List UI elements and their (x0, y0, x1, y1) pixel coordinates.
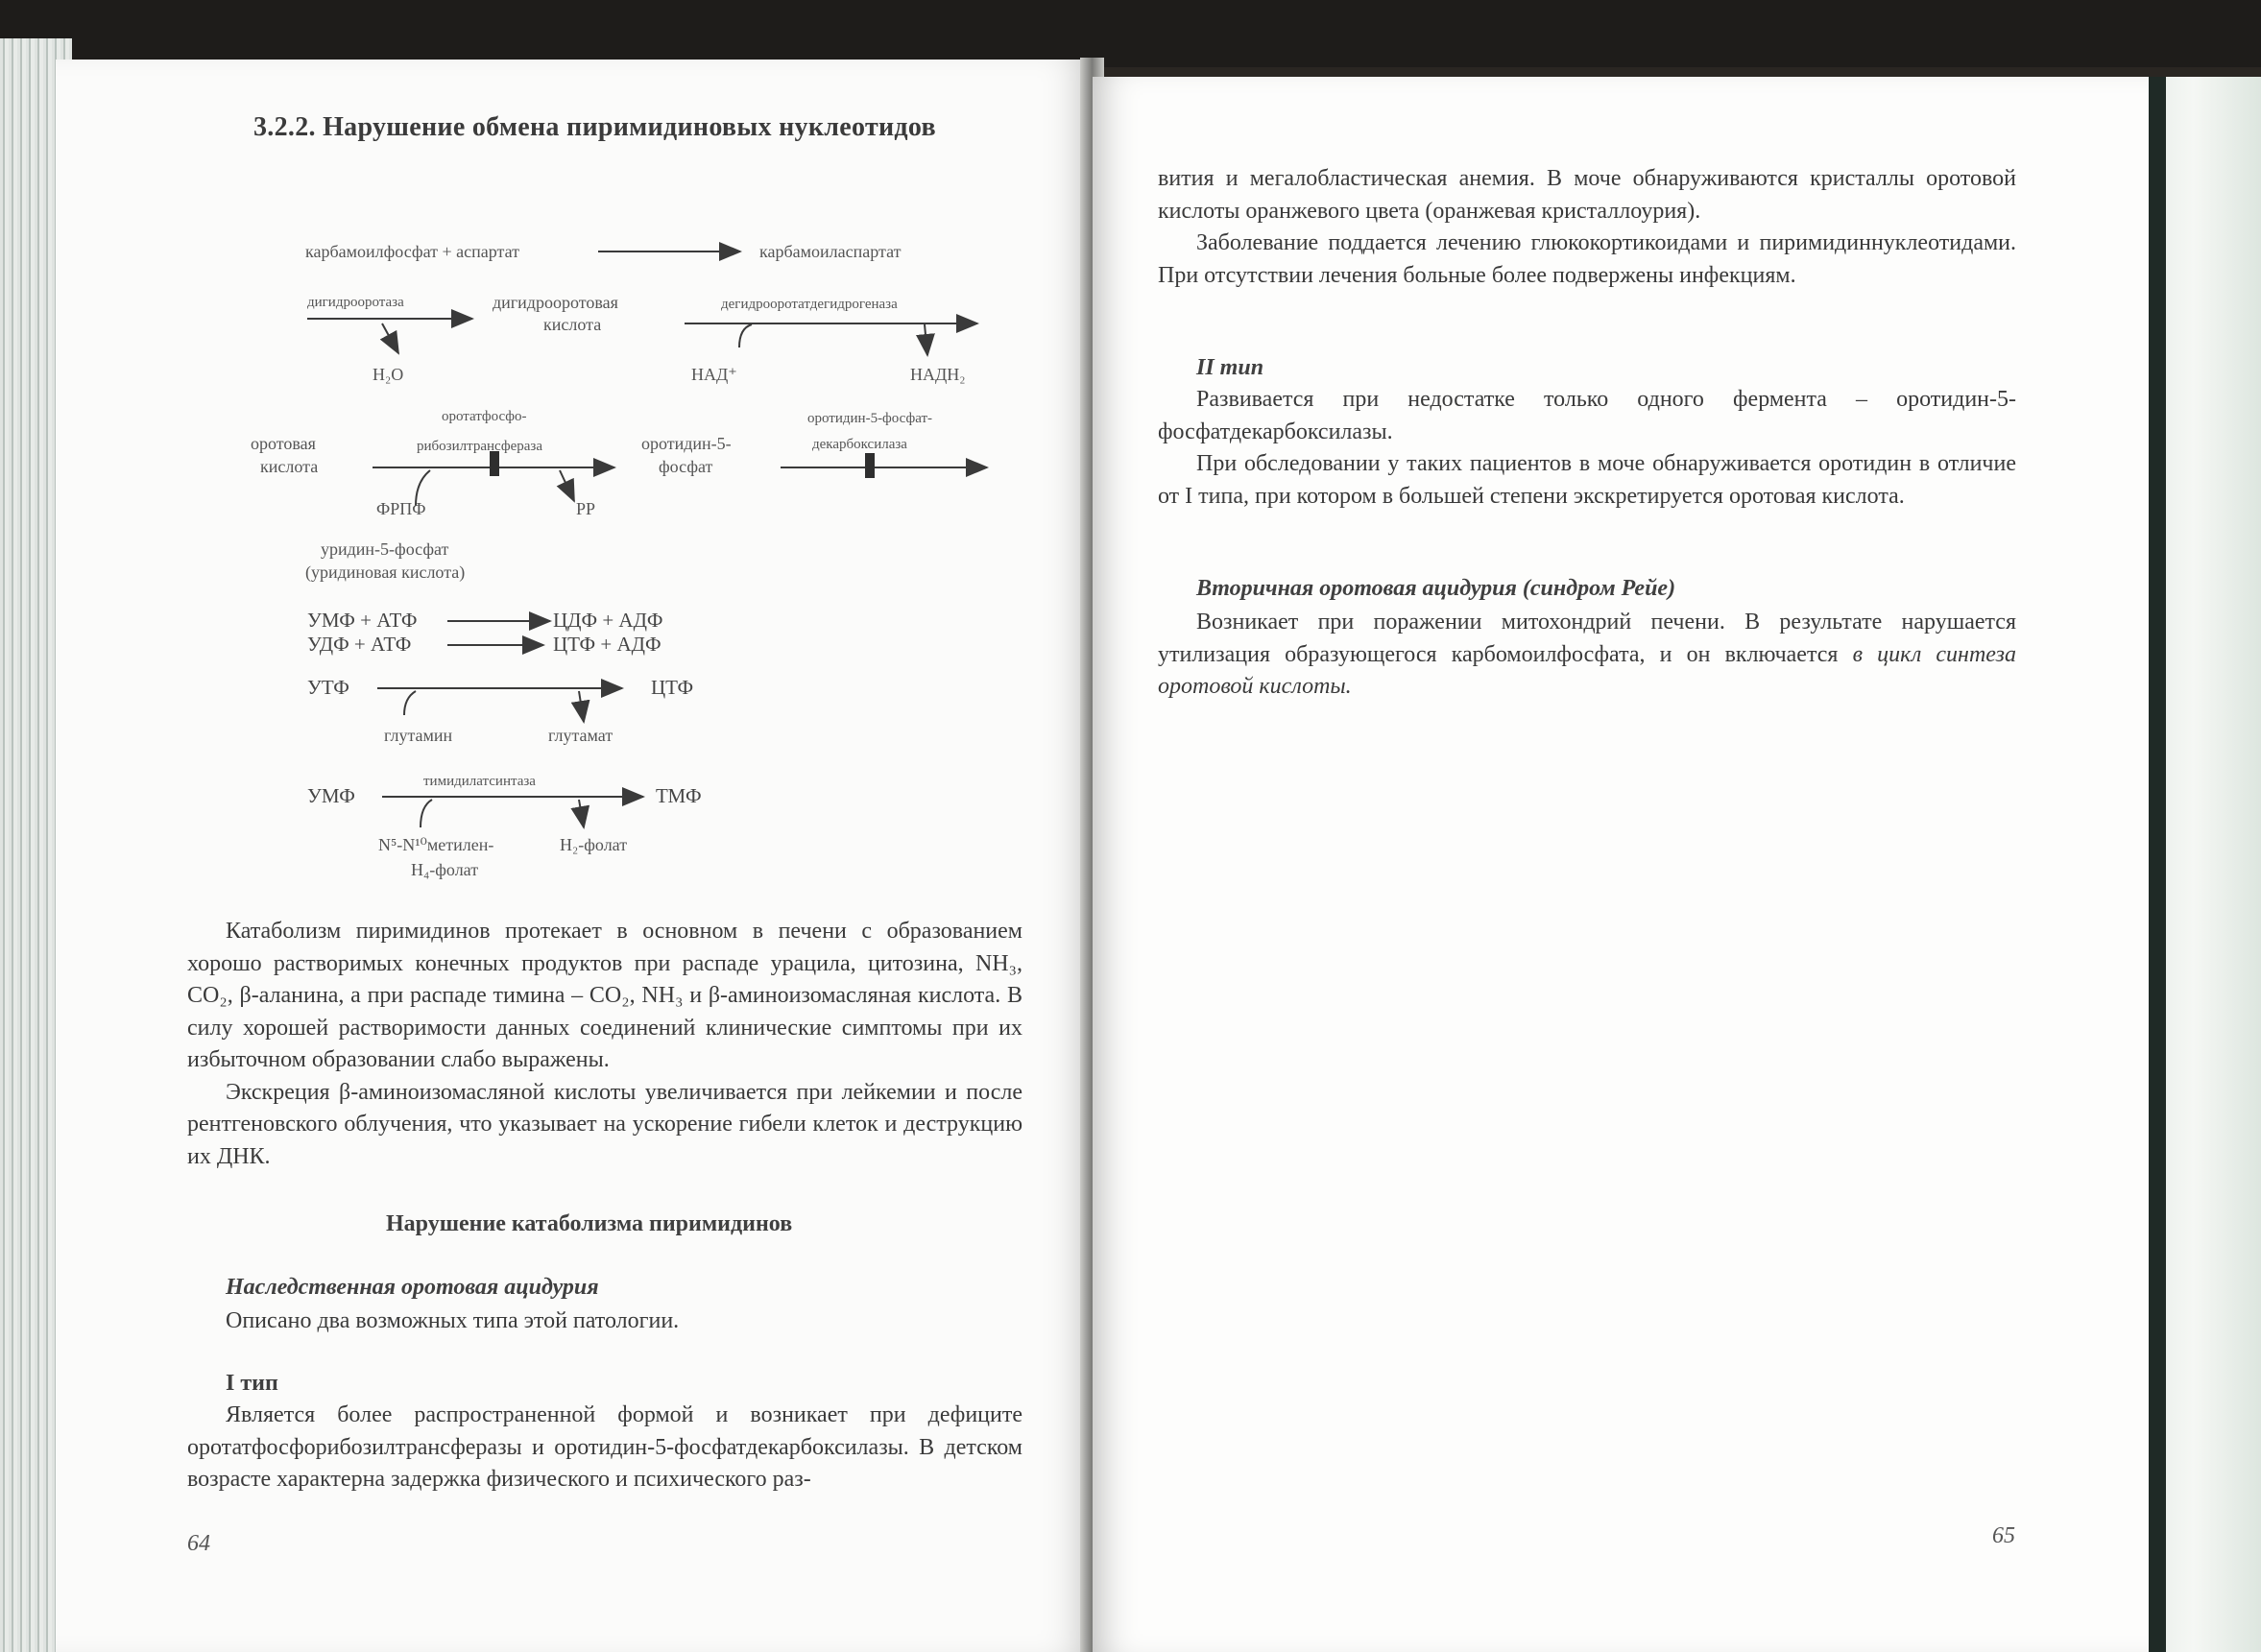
carbamoyl-aspartate: карбамоиласпартат (759, 242, 902, 261)
ump: УМФ (307, 784, 355, 807)
section-heading: 3.2.2. Нарушение обмена пиримидиновых нуклеотидов (253, 112, 936, 142)
paragraph-treatment: Заболевание поддается лечению глюкокортикоидами и пиримидиннуклеотидами. При отсутствии лечения больные более подвержены инфекциям. (1158, 230, 2016, 288)
paragraph-secondary-italic: в цикл синтеза оротовой кислоты. (1158, 641, 2016, 699)
glutamine: глутамин (384, 726, 453, 745)
tmp: ТМФ (656, 784, 702, 807)
right-page-edges (2149, 77, 2261, 1652)
ctp: ЦТФ (651, 676, 694, 699)
ump-name-line1: уридин-5-фосфат (321, 539, 449, 559)
orotic-acid-line1: оротовая (251, 434, 316, 453)
enzyme-oprt-line2: рибозилтрансфераза (417, 439, 542, 454)
cdp-adp: ЦДФ + АДФ (553, 609, 663, 632)
page-number-right: 65 (1992, 1523, 2015, 1548)
carbamoyl-phosphate-aspartate: карбамоилфосфат + аспартат (305, 242, 519, 261)
heading-type-1: I тип (226, 1371, 278, 1396)
glutamate: глутамат (548, 726, 613, 745)
heading-type-2: II тип (1196, 355, 1264, 380)
paragraph-secondary (1158, 607, 2016, 704)
paragraph-excretion: Экскреция β-аминоизомасляной кислоты увеличивается при лейкемии и после рентгеновского облучения, что указывает на ускорение гибели клеток и деструкцию их ДНК. (187, 1079, 1022, 1169)
heading-hereditary-orotic-aciduria: Наследственная оротовая ацидурия (226, 1275, 599, 1300)
right-page (1093, 77, 2149, 1652)
dihydroorotic-acid-line2: кислота (543, 315, 602, 334)
nadh: НАДН₂ (910, 365, 966, 384)
curve-nad (739, 324, 752, 347)
subheading-catabolism-disorder: Нарушение катаболизма пиримидинов (386, 1211, 793, 1236)
enzyme-ompdc-line2: декарбоксилаза (812, 437, 907, 452)
enzyme-dihydroorotase: дигидрооротаза (307, 295, 404, 310)
omp-line2: фосфат (659, 457, 713, 476)
ctp-adp: ЦТФ + АДФ (553, 633, 661, 656)
enzyme-oprt-line1: оротатфосфо- (442, 409, 527, 424)
curve-mthf (421, 800, 432, 827)
dihydroorotic-acid-line1: дигидрооротовая (493, 293, 618, 312)
paragraph-type1: Является более распространенной формой и возникает при дефиците оротатфосфорибозилтрансферазы и оротидин-5-фосфатдекарбоксилазы. В детском возрасте характерна задержка физического и психического раз- (187, 1402, 1022, 1492)
pyrimidine-synthesis-scheme (56, 60, 1088, 904)
prpp: ФРПФ (376, 499, 426, 518)
enzyme-ompdc-line1: оротидин-5-фосфат- (807, 411, 933, 426)
paragraph-catabolism: Катаболизм пиримидинов протекает в основном в печени с образованием хорошо растворимых конечных продуктов при распаде урацила, цитозина, NH₃, CO₂, β-аланина, а при распаде тимина – CO₂, NH₃ и β-аминоизомасляная кислота. В силу хорошей растворимости данных соединений клинические симптомы при их избыточном образовании слабо выражены. (187, 919, 1022, 1072)
page-number-left: 64 (187, 1531, 210, 1556)
paragraph-continuation: вития и мегалобластическая анемия. В моче обнаруживаются кристаллы оротовой кислоты оранжевого цвета (оранжевая кристаллоурия). (1158, 166, 2016, 224)
left-page (56, 60, 1088, 1652)
utp: УТФ (307, 676, 349, 699)
heading-secondary-orotic-aciduria: Вторичная оротовая ацидурия (синдром Рейе) (1196, 576, 1676, 601)
pyrophosphate: PP (576, 499, 596, 518)
methylene-thf-line2: H₄-фолат (411, 860, 479, 879)
ump-atp: УМФ + АТФ (307, 609, 418, 632)
block-ompdc (865, 453, 875, 478)
ump-name-line2: (уридиновая кислота) (305, 563, 466, 582)
type2-text-block (1158, 384, 2016, 513)
arrow-dhf (579, 800, 584, 827)
arrow-pp (560, 470, 574, 501)
curve-gln (404, 691, 416, 715)
enzyme-dhodh: дегидрооротатдегидрогеназа (721, 297, 898, 312)
right-body-text (1158, 163, 2016, 292)
secondary-text-block (1158, 607, 2016, 704)
arrow-water (382, 323, 398, 353)
types-sentence: Описано два возможных типа этой патологии. (226, 1308, 680, 1333)
enzyme-thymidylate-synthase: тимидилатсинтаза (423, 774, 536, 789)
methylene-thf-line1: N⁵-N¹⁰метилен- (378, 835, 494, 854)
arrow-nadh (925, 324, 927, 355)
paragraph-type2: Развивается при недостатке только одного фермента – оротидин-5-фосфатдекарбоксилазы. (1158, 387, 2016, 444)
omp-line1: оротидин-5- (641, 434, 732, 453)
nad: НАД⁺ (691, 365, 737, 384)
paragraph-orotidine: При обследовании у таких пациентов в моче обнаруживается оротидин в отличие от I типа, при котором в большей степени экскретируется оротовая кислота. (1158, 451, 2016, 509)
water: H₂O (373, 365, 404, 384)
type1-text-block (187, 1400, 1022, 1496)
left-body-text (187, 916, 1022, 1173)
dihydrofolate: H₂-фолат (560, 835, 628, 854)
udp-atp: УДФ + АТФ (307, 633, 412, 656)
arrow-glu (579, 691, 584, 722)
scan-background (0, 0, 2261, 67)
orotic-acid-line2: кислота (260, 457, 319, 476)
paragraph-secondary-plain: Возникает при поражении митохондрий печени. В результате нарушается утилизация образующегося карбомоилфосфата, и он включается (1158, 610, 2016, 667)
